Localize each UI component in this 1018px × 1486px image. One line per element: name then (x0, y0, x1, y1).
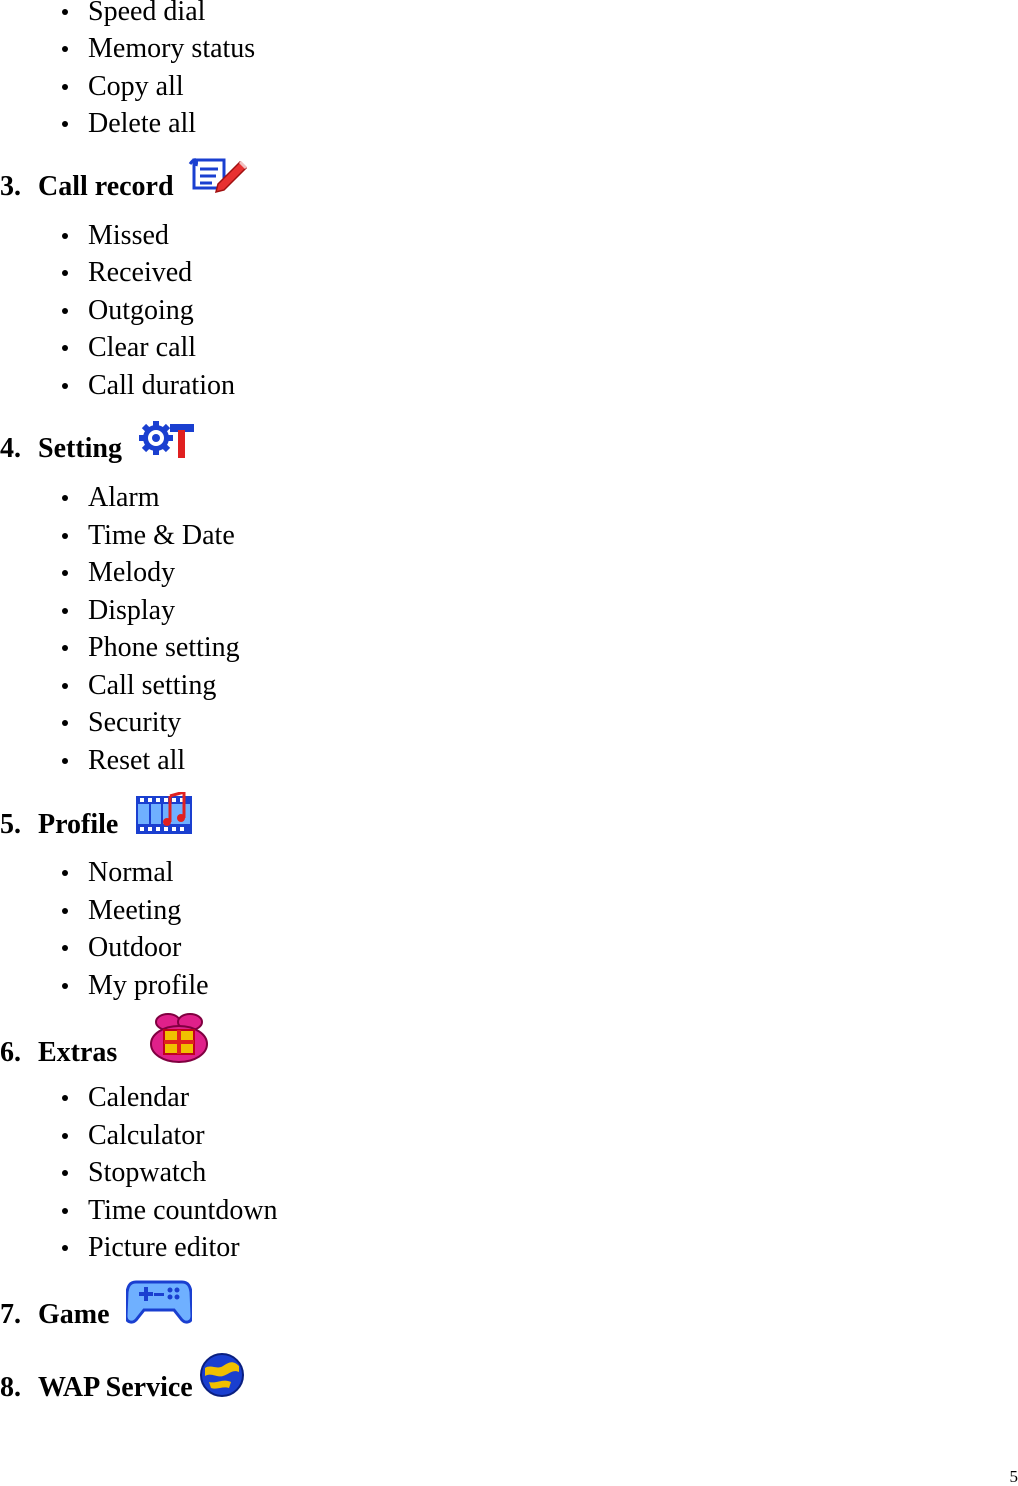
page-number: 5 (1009, 1467, 1018, 1486)
list-item-label: Call duration (88, 370, 235, 401)
list-item-label: Normal (88, 857, 174, 888)
section-title: WAP Service (38, 1372, 193, 1403)
section-title: Game (38, 1299, 110, 1330)
section-title: Extras (38, 1037, 118, 1068)
bullet-dot (62, 84, 68, 90)
bullet-dot (62, 720, 68, 726)
list-item-label: Speed dial (88, 0, 206, 27)
section-title: Setting (38, 433, 122, 464)
bullet-dot (62, 908, 68, 914)
section-number: 4. (0, 433, 21, 464)
bullet-dot (62, 758, 68, 764)
list-item-label: Phone setting (88, 632, 240, 663)
bullet-dot (62, 1245, 68, 1251)
list-item-label: Security (88, 707, 182, 738)
bullet-dot (62, 383, 68, 389)
bullet-dot (62, 233, 68, 239)
section-number: 6. (0, 1037, 21, 1068)
bullet-dot (62, 46, 68, 52)
bullet-dot (62, 1133, 68, 1139)
bullet-dot (62, 9, 68, 15)
bullet-dot (62, 533, 68, 539)
list-item-label: Calculator (88, 1120, 205, 1151)
notepad-pencil-icon (188, 156, 250, 196)
bullet-dot (62, 270, 68, 276)
section-number: 3. (0, 171, 21, 202)
bullet-dot (62, 645, 68, 651)
globe-icon (199, 1352, 245, 1398)
list-item-label: Melody (88, 557, 176, 588)
list-item-label: Delete all (88, 108, 197, 139)
list-item-label: Copy all (88, 71, 184, 102)
section-number: 5. (0, 809, 21, 840)
list-item-label: Outgoing (88, 295, 194, 326)
list-item-label: Outdoor (88, 932, 182, 963)
list-item-label: Call setting (88, 670, 217, 701)
gift-box-icon (148, 1012, 210, 1064)
bullet-dot (62, 683, 68, 689)
bullet-dot (62, 570, 68, 576)
list-item-label: Clear call (88, 332, 197, 363)
list-item-label: Time countdown (88, 1195, 278, 1226)
list-item-label: Time & Date (88, 520, 235, 551)
list-item-label: Picture editor (88, 1232, 240, 1263)
filmstrip-music-icon (134, 792, 194, 836)
list-item-label: Received (88, 257, 193, 288)
section-title: Call record (38, 171, 174, 202)
bullet-dot (62, 608, 68, 614)
section-number: 7. (0, 1299, 21, 1330)
list-item-label: Stopwatch (88, 1157, 207, 1188)
list-item-label: Meeting (88, 895, 182, 926)
list-item-label: My profile (88, 970, 209, 1001)
bullet-dot (62, 308, 68, 314)
bullet-dot (62, 983, 68, 989)
bullet-dot (62, 945, 68, 951)
list-item-label: Missed (88, 220, 169, 251)
bullet-dot (62, 1170, 68, 1176)
bullet-dot (62, 1208, 68, 1214)
bullet-dot (62, 121, 68, 127)
section-number: 8. (0, 1372, 21, 1403)
list-item-label: Memory status (88, 33, 256, 64)
bullet-dot (62, 495, 68, 501)
section-title: Profile (38, 809, 119, 840)
gear-hammer-icon (138, 418, 198, 460)
list-item-label: Display (88, 595, 176, 626)
bullet-dot (62, 345, 68, 351)
list-item-label: Reset all (88, 745, 186, 776)
list-item-label: Alarm (88, 482, 160, 513)
bullet-dot (62, 1095, 68, 1101)
list-item-label: Calendar (88, 1082, 190, 1113)
gamepad-icon (126, 1276, 192, 1326)
bullet-dot (62, 870, 68, 876)
